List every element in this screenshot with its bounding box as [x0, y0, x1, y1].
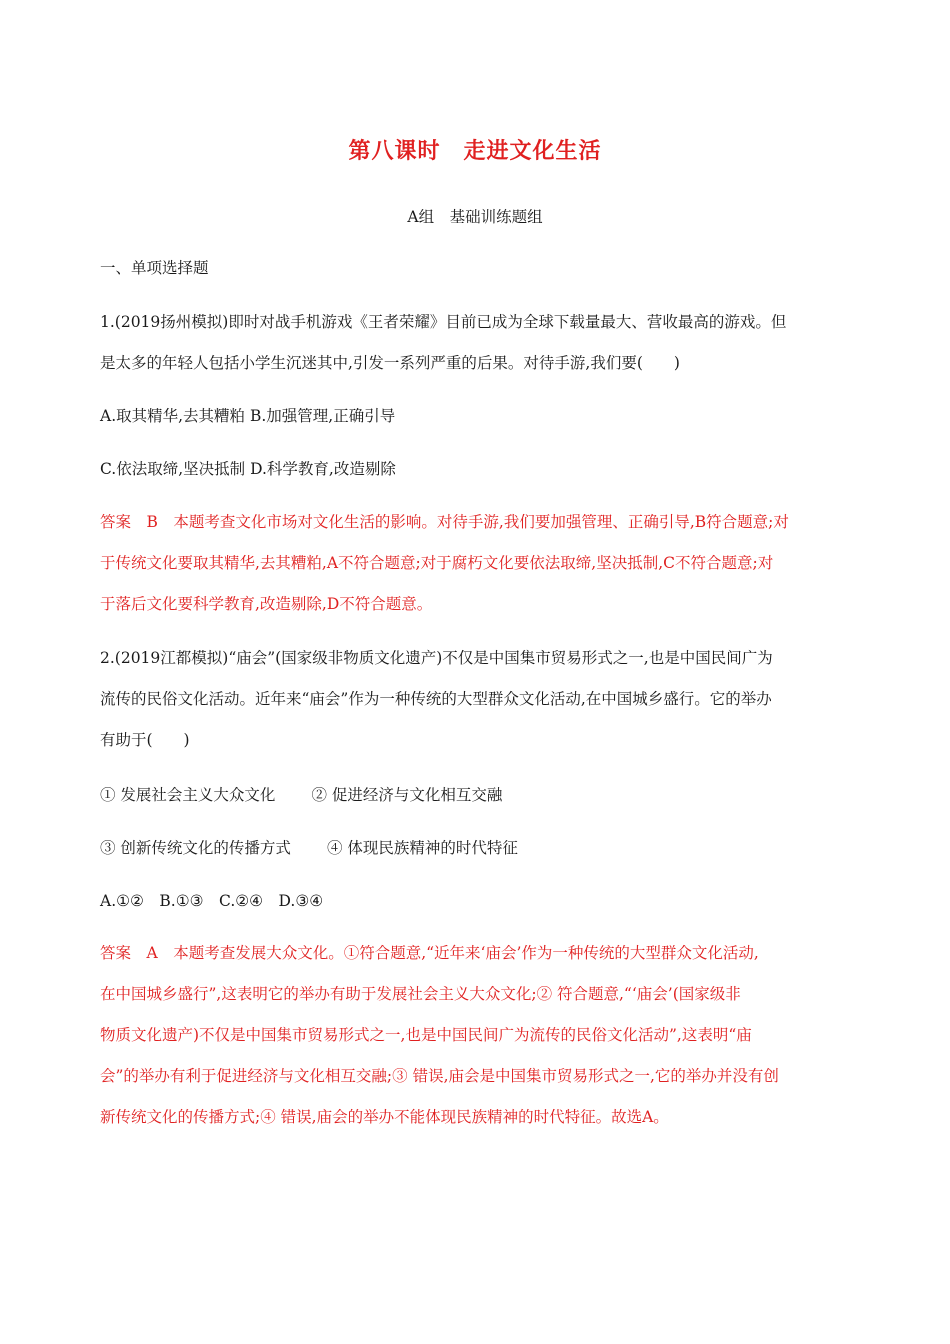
- question-2-items-row: [100, 775, 850, 816]
- question-1-stem: [100, 302, 850, 384]
- answer-line: 新传统文化的传播方式;④ 错误,庙会的举办不能体现民族精神的时代特征。故选A。: [100, 1108, 669, 1126]
- question-1-options: A.取其精华,去其糟粕 B.加强管理,正确引导: [100, 407, 396, 425]
- question-2-stem-line: 有助于( ): [100, 731, 190, 749]
- answer-line: 在中国城乡盛行”,这表明它的举办有助于发展社会主义大众文化;② 符合题意,“‘庙会’(国家级非: [100, 985, 741, 1003]
- question-1-answer: [100, 502, 850, 625]
- statement-item: ④ 体现民族精神的时代特征: [326, 839, 518, 857]
- question-2-items-row: [100, 828, 850, 869]
- statement-item: ① 发展社会主义大众文化: [100, 786, 276, 804]
- question-2-stem: [100, 638, 850, 761]
- section-heading: 一、单项选择题: [100, 259, 209, 277]
- answer-line: 答案 A 本题考查发展大众文化。①符合题意,“近年来‘庙会’作为一种传统的大型群众文化活动,: [100, 944, 759, 962]
- answer-line: 于落后文化要科学教育,改造剔除,D不符合题意。: [100, 595, 433, 613]
- answer-line: 物质文化遗产)不仅是中国集市贸易形式之一,也是中国民间广为流传的民俗文化活动”,这表明“庙: [100, 1026, 752, 1044]
- question-2-stem-line: 流传的民俗文化活动。近年来“庙会”作为一种传统的大型群众文化活动,在中国城乡盛行。它的举办: [100, 690, 772, 708]
- answer-line: 于传统文化要取其精华,去其糟粕,A不符合题意;对于腐朽文化要依法取缔,坚决抵制,C不符合题意;对: [100, 554, 774, 572]
- question-1-stem-line: 是太多的年轻人包括小学生沉迷其中,引发一系列严重的后果。对待手游,我们要( ): [100, 354, 680, 372]
- question-2-answer: [100, 933, 850, 1138]
- question-1-options: C.依法取缔,坚决抵制 D.科学教育,改造剔除: [100, 460, 396, 478]
- group-heading: A组 基础训练题组: [407, 208, 543, 226]
- answer-line: 会”的举办有利于促进经济与文化相互交融;③ 错误,庙会是中国集市贸易形式之一,它的举办并没有创: [100, 1067, 779, 1085]
- question-2-options: A.①② B.①③ C.②④ D.③④: [100, 892, 324, 910]
- answer-line: 答案 B 本题考查文化市场对文化生活的影响。对待手游,我们要加强管理、正确引导,B符合题意;对: [100, 513, 789, 531]
- statement-item: ③ 创新传统文化的传播方式: [100, 839, 291, 857]
- statement-item: ② 促进经济与文化相互交融: [311, 786, 503, 804]
- question-2-stem-line: 2.(2019江都模拟)“庙会”(国家级非物质文化遗产)不仅是中国集市贸易形式之一,也是中国民间广为: [100, 649, 773, 667]
- page-title: 第八课时 走进文化生活: [348, 139, 602, 164]
- question-1-stem-line: 1.(2019扬州模拟)即时对战手机游戏《王者荣耀》目前已成为全球下载量最大、营收最高的游戏。但: [100, 313, 787, 331]
